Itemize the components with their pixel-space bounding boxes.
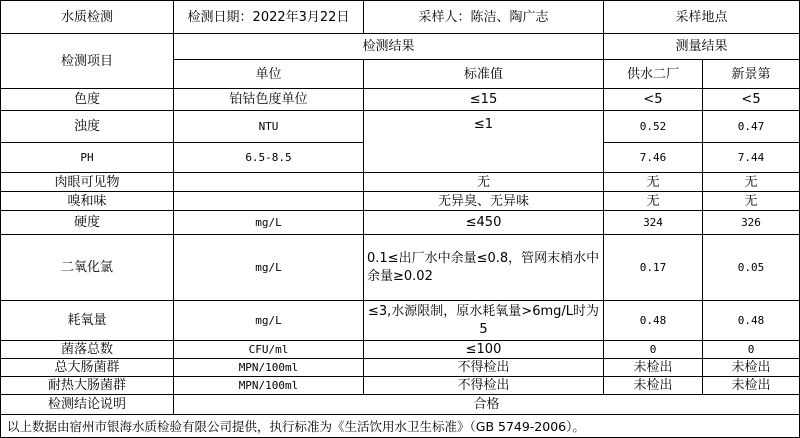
row-standard: ≤15 bbox=[364, 89, 604, 111]
row-value-site1: 0.48 bbox=[604, 301, 703, 341]
row-value-site2: 0.48 bbox=[703, 301, 800, 341]
row-item: 浊度 bbox=[1, 111, 174, 143]
row-value-site1: 7.46 bbox=[604, 143, 703, 173]
header-location: 采样地点 bbox=[604, 1, 800, 34]
row-standard: ≤3,水源限制，原水耗氧量>6mg/L时为5 bbox=[364, 301, 604, 341]
row-value-site1: 324 bbox=[604, 211, 703, 235]
header-row bbox=[1, 1, 800, 34]
row-value-site1: <5 bbox=[604, 89, 703, 111]
col-site1-header: 供水二厂 bbox=[604, 60, 703, 89]
conclusion-row bbox=[1, 395, 800, 415]
row-value-site2: 未检出 bbox=[703, 377, 800, 395]
table-row bbox=[1, 211, 800, 235]
col-result-group-header: 检测结果 bbox=[174, 34, 604, 60]
table-row bbox=[1, 301, 800, 341]
table-row bbox=[1, 173, 800, 192]
row-value-site2: 无 bbox=[703, 173, 800, 192]
row-unit: MPN/100ml bbox=[174, 359, 364, 377]
row-item: 嗅和味 bbox=[1, 192, 174, 211]
row-value-site1: 无 bbox=[604, 192, 703, 211]
row-item: 二氧化氯 bbox=[1, 235, 174, 301]
row-unit bbox=[174, 192, 364, 211]
col-measure-group-header: 测量结果 bbox=[604, 34, 800, 60]
col-standard-header: 标准值 bbox=[364, 60, 604, 89]
row-value-site1: 无 bbox=[604, 173, 703, 192]
col-item-header: 检测项目 bbox=[1, 34, 174, 89]
conclusion-value: 合格 bbox=[174, 395, 800, 415]
footer-note: 以上数据由宿州市银海水质检验有限公司提供，执行标准为《生活饮用水卫生标准》（GB 5749-2006）。 bbox=[1, 415, 800, 438]
row-item: 耗氧量 bbox=[1, 301, 174, 341]
row-standard: 无异臭、无异味 bbox=[364, 192, 604, 211]
header-sampler: 采样人：陈洁、陶广志 bbox=[364, 1, 604, 34]
header-title: 水质检测 bbox=[1, 1, 174, 34]
row-standard: 无 bbox=[364, 173, 604, 192]
header-date: 检测日期：2022年3月22日 bbox=[174, 1, 364, 34]
row-value-site2: 0 bbox=[703, 341, 800, 359]
row-unit: MPN/100ml bbox=[174, 377, 364, 395]
table-row bbox=[1, 235, 800, 301]
row-unit: mg/L bbox=[174, 235, 364, 301]
row-unit: CFU/ml bbox=[174, 341, 364, 359]
row-standard: 不得检出 bbox=[364, 359, 604, 377]
footer-row bbox=[1, 415, 800, 438]
row-standard: ≤1 bbox=[364, 111, 604, 173]
table-row bbox=[1, 111, 800, 143]
row-item: 耐热大肠菌群 bbox=[1, 377, 174, 395]
row-value-site2: 0.47 bbox=[703, 111, 800, 143]
row-value-site2: 326 bbox=[703, 211, 800, 235]
row-item: 菌落总数 bbox=[1, 341, 174, 359]
row-unit: 6.5-8.5 bbox=[174, 143, 364, 173]
col-unit-header: 单位 bbox=[174, 60, 364, 89]
row-standard: 0.1≤出厂水中余量≤0.8，管网末梢水中余量≥0.02 bbox=[364, 235, 604, 301]
row-value-site2: <5 bbox=[703, 89, 800, 111]
row-value-site1: 0 bbox=[604, 341, 703, 359]
table-row bbox=[1, 359, 800, 377]
row-item: 总大肠菌群 bbox=[1, 359, 174, 377]
table-row bbox=[1, 341, 800, 359]
row-standard: ≤100 bbox=[364, 341, 604, 359]
row-item: PH bbox=[1, 143, 174, 173]
row-unit bbox=[174, 173, 364, 192]
col-site2-header: 新景第 bbox=[703, 60, 800, 89]
row-value-site1: 0.17 bbox=[604, 235, 703, 301]
row-unit: mg/L bbox=[174, 211, 364, 235]
row-value-site1: 未检出 bbox=[604, 359, 703, 377]
row-item: 肉眼可见物 bbox=[1, 173, 174, 192]
row-unit: 铂钴色度单位 bbox=[174, 89, 364, 111]
subheader-row-1 bbox=[1, 34, 800, 60]
row-standard: 不得检出 bbox=[364, 377, 604, 395]
row-value-site2: 0.05 bbox=[703, 235, 800, 301]
table-row bbox=[1, 192, 800, 211]
table-row bbox=[1, 377, 800, 395]
row-unit: NTU bbox=[174, 111, 364, 143]
row-unit: mg/L bbox=[174, 301, 364, 341]
row-item: 色度 bbox=[1, 89, 174, 111]
table-row bbox=[1, 89, 800, 111]
row-item: 硬度 bbox=[1, 211, 174, 235]
row-value-site1: 未检出 bbox=[604, 377, 703, 395]
row-value-site2: 未检出 bbox=[703, 359, 800, 377]
row-value-site2: 7.44 bbox=[703, 143, 800, 173]
row-standard: ≤450 bbox=[364, 211, 604, 235]
conclusion-label: 检测结论说明 bbox=[1, 395, 174, 415]
row-value-site1: 0.52 bbox=[604, 111, 703, 143]
row-value-site2: 无 bbox=[703, 192, 800, 211]
